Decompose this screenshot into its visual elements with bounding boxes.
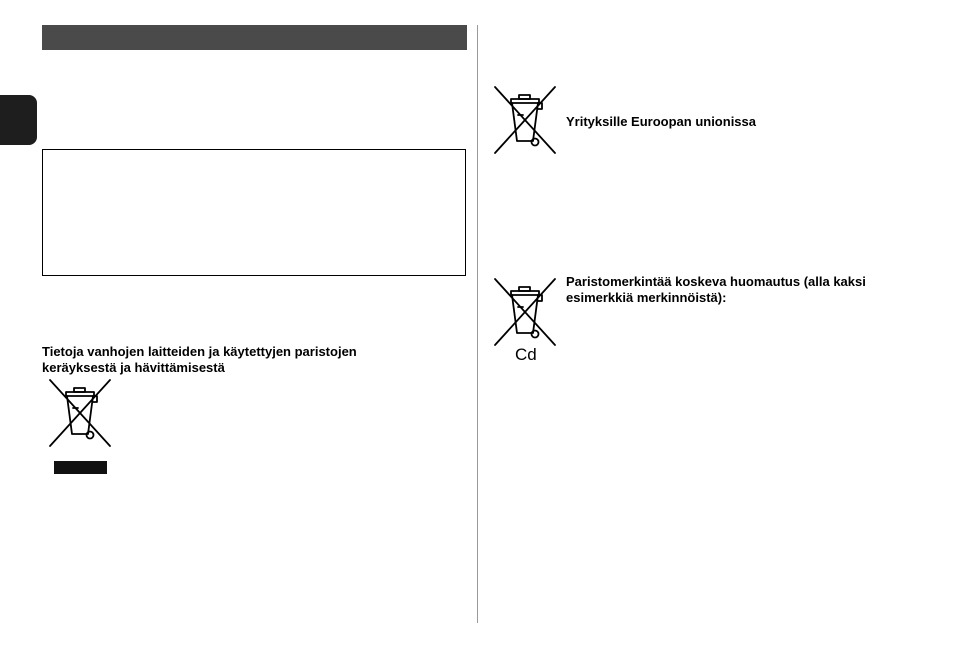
chemical-symbol-label: Cd xyxy=(515,345,537,364)
section-header-bar xyxy=(42,25,467,50)
battery-marking-heading: Paristomerkintää koskeva huomautus (alla kaksi esimerkkiä merkinnöistä): xyxy=(566,274,866,305)
collection-disposal-heading: Tietoja vanhojen laitteiden ja käytettyjen paristojen keräyksestä ja hävittämisestä xyxy=(42,344,357,375)
language-side-tab xyxy=(0,95,37,145)
crossed-out-wheelie-bin-icon xyxy=(493,85,557,155)
business-eu-heading: Yrityksille Euroopan unionissa xyxy=(566,114,756,129)
crossed-out-wheelie-bin-icon xyxy=(493,277,557,347)
boxed-note-frame xyxy=(42,149,466,276)
date-marking-bar xyxy=(54,461,107,474)
crossed-out-wheelie-bin-icon xyxy=(48,378,112,448)
column-divider xyxy=(477,25,478,623)
